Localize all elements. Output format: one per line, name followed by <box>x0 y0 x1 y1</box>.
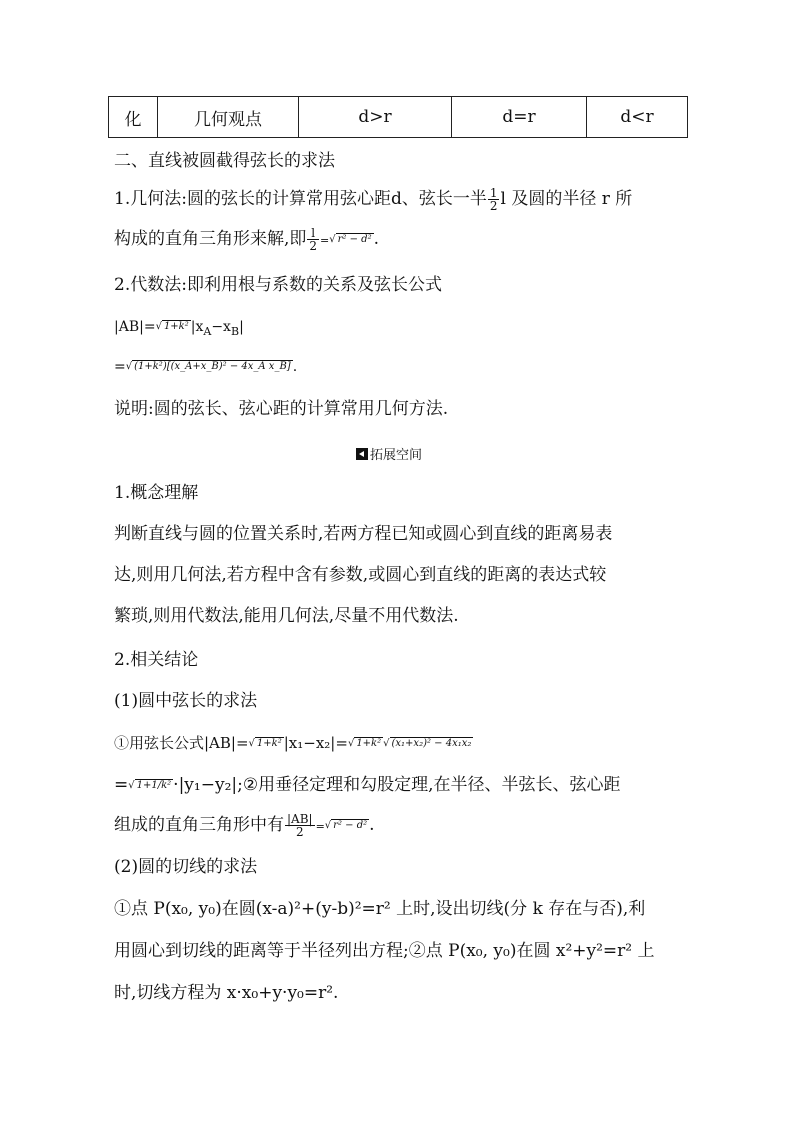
formula-chord-length-1 <box>114 314 244 345</box>
fraction <box>307 227 319 252</box>
section-heading: 二、直线被圆截得弦长的求法 <box>114 151 335 171</box>
table-cell: d>r <box>299 97 452 138</box>
radicand: 1+k² <box>256 738 282 749</box>
table-cell: 几何观点 <box>158 97 299 138</box>
text: . <box>373 229 379 249</box>
text: 1.几何法:圆的弦长的计算常用弦心距d、弦长一半 <box>114 189 487 209</box>
fraction <box>285 813 315 838</box>
text: |AB|= <box>114 319 156 335</box>
radicand: (x₁+x₂)² − 4x₁x₂ <box>391 738 472 749</box>
radicand: 1+1/k² <box>136 779 172 791</box>
radicand: r² − d² <box>337 233 372 245</box>
text: l 及圆的半径 r 所 <box>500 189 633 209</box>
text: | <box>239 319 244 335</box>
numerator: l <box>307 227 319 240</box>
chord-formula-line-3 <box>114 812 375 840</box>
chord-formula-line-2 <box>114 772 620 799</box>
radicand: 1+k² <box>163 321 189 332</box>
text: = <box>114 359 126 375</box>
conclusions-heading: 2.相关结论 <box>114 650 199 670</box>
radicand: (1+k²)[(x_A+x_B)² − 4x_A x_B] <box>134 361 291 372</box>
text: |x₁−x₂|= <box>283 734 348 752</box>
fraction <box>488 187 500 212</box>
sqrt-expression: √ (x₁+x₂)² − 4x₁x₂ <box>383 738 472 749</box>
sqrt-expression: √ 1+k² <box>248 738 282 749</box>
sqrt-expression: √ 1+k² <box>155 321 189 332</box>
sqrt-expression: √ 1+1/k² <box>128 779 172 791</box>
paragraph-geometric-method-cont <box>114 226 379 254</box>
subsection-tangent: (2)圆的切线的求法 <box>114 857 258 877</box>
tangent-line-1: ①点 P(x₀, y₀)在圆(x-a)²+(y-b)²=r² 上时,设出切线(分 k 存在与否),利 <box>114 899 646 919</box>
text: . <box>292 359 298 375</box>
radicand: r² − d² <box>333 819 368 831</box>
chord-formula-line-1 <box>114 730 473 757</box>
concept-line: 判断直线与圆的位置关系时,若两方程已知或圆心到直线的距离易表 <box>114 524 613 544</box>
paragraph-geometric-method <box>114 186 632 212</box>
sqrt-expression: √ r² − d² <box>324 819 368 831</box>
expand-space-label <box>356 444 422 463</box>
label-text: 拓展空间 <box>370 448 423 463</box>
text: |x <box>190 319 204 335</box>
numerator: |AB| <box>287 812 313 826</box>
text: . <box>369 815 375 835</box>
sqrt-expression: √ r² − d² <box>329 233 372 245</box>
text: = <box>114 775 129 795</box>
text: 组成的直角三角形中有 <box>114 815 284 835</box>
concept-line: 达,则用几何法,若方程中含有参数,或圆心到直线的距离的表达式较 <box>114 565 607 585</box>
sqrt-expression: √ 1+k² <box>347 738 382 749</box>
equals: = <box>315 820 325 833</box>
text: ·|y₁−y₂|;②用垂径定理和勾股定理,在半径、半弦长、弦心距 <box>173 775 621 795</box>
equals: = <box>320 234 330 247</box>
formula-chord-length-2 <box>114 354 297 380</box>
position-relation-table <box>108 96 688 138</box>
speaker-icon <box>356 448 368 460</box>
concept-line: 繁琐,则用代数法,能用几何法,尽量不用代数法. <box>114 606 459 626</box>
table-cell: d<r <box>587 97 688 138</box>
subsection-chord-length: (1)圆中弦长的求法 <box>114 691 258 711</box>
paragraph-algebraic-method: 2.代数法:即利用根与系数的关系及弦长公式 <box>114 275 442 295</box>
numerator: 1 <box>489 186 498 200</box>
note-text: 说明:圆的弦长、弦心距的计算常用几何方法. <box>114 399 449 419</box>
denominator: 2 <box>295 825 304 839</box>
concept-heading: 1.概念理解 <box>114 483 199 503</box>
radicand: 1+k² <box>356 738 382 749</box>
text: 构成的直角三角形来解,即 <box>114 229 307 249</box>
text: −x <box>211 319 231 335</box>
denominator: 2 <box>309 239 318 253</box>
text: ①用弦长公式|AB|= <box>114 734 249 752</box>
table-row <box>109 97 688 138</box>
denominator: 2 <box>489 199 498 213</box>
tangent-line-2: 用圆心到切线的距离等于半径列出方程;②点 P(x₀, y₀)在圆 x²+y²=r² 上 <box>114 941 655 961</box>
subscript: B <box>230 324 240 338</box>
sqrt-expression: √ (1+k²)[(x_A+x_B)² − 4x_A x_B] <box>125 361 291 372</box>
table-cell: d=r <box>452 97 587 138</box>
tangent-line-3: 时,切线方程为 x·x₀+y·y₀=r². <box>114 983 339 1003</box>
subscript: A <box>203 324 212 338</box>
table-cell: 化 <box>109 97 158 138</box>
